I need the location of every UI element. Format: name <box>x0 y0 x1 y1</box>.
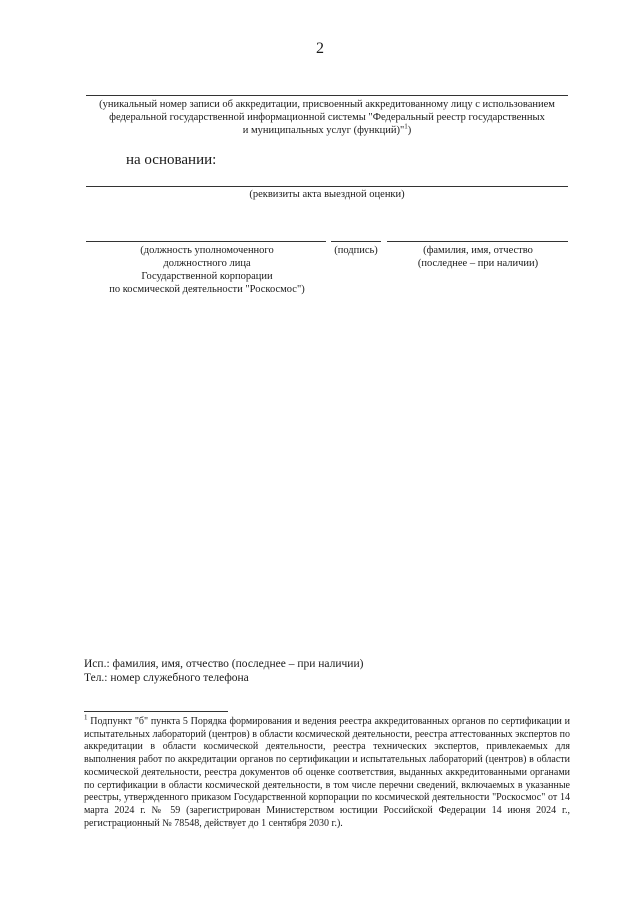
accreditation-caption-line2: федеральной государственной информационной системы "Федеральный реестр государственных <box>109 112 545 123</box>
footnote-separator <box>84 711 228 712</box>
accreditation-caption-line3-text: и муниципальных услуг (функций)" <box>242 125 405 136</box>
position-caption <box>96 244 318 296</box>
position-line <box>86 241 326 242</box>
accreditation-record-caption <box>80 98 574 137</box>
basis-label: на основании: <box>126 152 217 168</box>
signature-caption: (подпись) <box>334 245 378 256</box>
inspection-act-caption: (реквизиты акта выездной оценки) <box>249 189 405 200</box>
name-caption-line1: (фамилия, имя, отчество <box>423 245 533 256</box>
footnote <box>84 713 570 830</box>
page-number: 2 <box>316 40 324 57</box>
signature-line <box>331 241 381 242</box>
name-caption-line2: (последнее – при наличии) <box>417 258 539 269</box>
accreditation-caption-line1: (уникальный номер записи об аккредитации, присвоенный аккредитованному лицу с использованием <box>99 99 555 110</box>
footnote-mark: 1 <box>84 713 88 722</box>
position-caption-line1: (должность уполномоченного <box>140 245 274 256</box>
accreditation-number-line <box>86 95 568 96</box>
name-line <box>387 241 568 242</box>
name-caption <box>392 244 564 270</box>
inspection-act-line <box>86 186 568 187</box>
footnote-text: Подпункт "б" пункта 5 Порядка формирования и ведения реестра аккредитованных органов по сертификации и испытательных лабораторий (центров) в области космической деятельности, реестра аттестованных экспертов по аккредитации в области космической деятельности, реестра технических экспертов, привлекаемых для выполнения работ по аккредитации органов по сертификации и испытательных лабораторий (центров) в области космической деятельности, реестра документов об оценке соответствия, выданных аккредитованными органами по сертификации в области космической деятельности, в том числе перечни сведений, включаемых в указанные реестры, утвержденного приказом Государственной корпорации по космической деятельности "Роскосмос" от 14 марта 2024 г. № 59 (зарегистрирован Министерством юстиции Российской Федерации 14 июня 2024 г., регистрационный № 78548, действует до 1 сентября 2030 г.). <box>84 716 570 829</box>
accreditation-caption-line3 <box>80 124 574 137</box>
accreditation-caption-closing: ) <box>407 125 412 136</box>
footnote-reference: 1 <box>404 122 408 131</box>
position-caption-line2: должностного лица <box>163 258 251 269</box>
executor-info <box>84 657 484 685</box>
executor-name-line: Исп.: фамилия, имя, отчество (последнее – при наличии) <box>84 658 364 670</box>
position-caption-line4: по космической деятельности "Роскосмос") <box>109 284 305 295</box>
executor-phone-line: Тел.: номер служебного телефона <box>84 672 249 684</box>
position-caption-line3: Государственной корпорации <box>141 271 273 282</box>
